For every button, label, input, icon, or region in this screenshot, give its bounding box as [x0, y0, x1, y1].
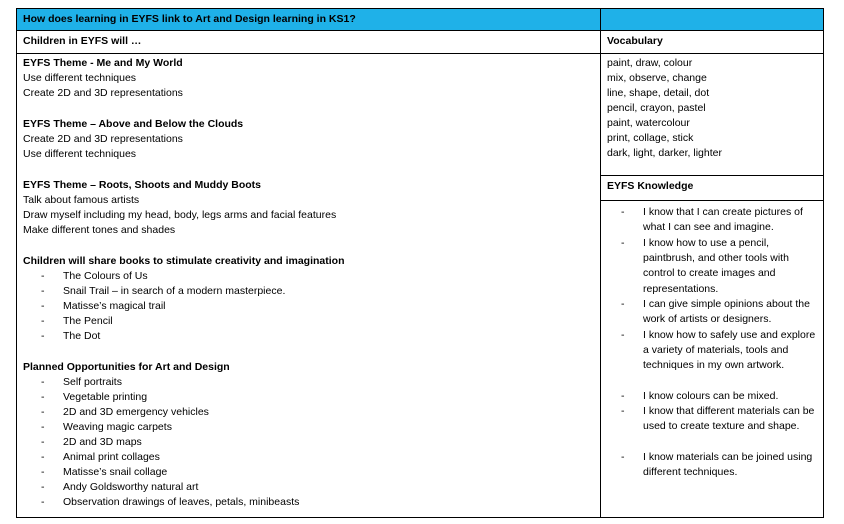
opportunity-item: 2D and 3D emergency vehicles [63, 406, 209, 418]
vocab-heading: Vocabulary [607, 35, 663, 47]
bullet: - [621, 390, 625, 402]
theme2-title: EYFS Theme – Above and Below the Clouds [23, 118, 244, 130]
header-right-cell [600, 8, 824, 31]
theme2-line: Use different techniques [23, 148, 137, 160]
knowledge-item: I can give simple opinions about the work of artists or designers. [643, 298, 810, 326]
opportunity-item: Vegetable printing [63, 391, 148, 403]
knowledge-cell [600, 200, 824, 518]
bullet: - [621, 329, 625, 341]
bullet: - [621, 405, 625, 417]
opportunities-title: Planned Opportunities for Art and Design [23, 361, 230, 373]
theme3-line: Talk about famous artists [23, 194, 140, 206]
vocab-line: paint, draw, colour [607, 57, 693, 69]
bullet: - [41, 315, 45, 327]
bullet: - [41, 421, 45, 433]
bullet: - [41, 376, 45, 388]
theme3-line: Draw myself including my head, body, legs arms and facial features [23, 209, 337, 221]
left-content-cell [16, 53, 601, 518]
theme3-title: EYFS Theme – Roots, Shoots and Muddy Boots [23, 179, 262, 191]
left-heading-cell [16, 30, 601, 54]
knowledge-item: I know colours can be mixed. [643, 390, 779, 402]
vocab-line: dark, light, darker, lighter [607, 147, 722, 159]
knowledge-item: I know materials can be joined using different techniques. [643, 451, 813, 479]
theme1-line: Create 2D and 3D representations [23, 87, 183, 99]
knowledge-item: I know how to use a pencil, paintbrush, and other tools with control to create images and representations. [643, 237, 789, 295]
knowledge-item: I know how to safely use and explore a variety of materials, tools and techniques in my own artwork. [643, 329, 816, 372]
vocab-line: line, shape, detail, dot [607, 87, 710, 99]
opportunity-item: Self portraits [63, 376, 122, 388]
book-item: The Pencil [63, 315, 113, 327]
bullet: - [41, 466, 45, 478]
bullet: - [41, 300, 45, 312]
bullet: - [41, 270, 45, 282]
opportunity-item: Weaving magic carpets [63, 421, 172, 433]
vocab-line: print, collage, stick [607, 132, 694, 144]
vocab-line: paint, watercolour [607, 117, 690, 129]
book-item: The Colours of Us [63, 270, 148, 282]
knowledge-item: I know that I can create pictures of what I can see and imagine. [643, 206, 803, 234]
bullet: - [41, 496, 45, 508]
vocab-line: mix, observe, change [607, 72, 707, 84]
bullet: - [621, 237, 625, 249]
bullet: - [41, 406, 45, 418]
bullet: - [41, 391, 45, 403]
opportunity-item: Observation drawings of leaves, petals, minibeasts [63, 496, 300, 508]
header-title-cell [16, 8, 601, 31]
bullet: - [41, 481, 45, 493]
vocab-cell [600, 53, 824, 176]
vocab-heading-cell [600, 30, 824, 54]
opportunity-item: Andy Goldsworthy natural art [63, 481, 199, 493]
eyfs-art-table [16, 8, 824, 518]
books-title: Children will share books to stimulate creativity and imagination [23, 255, 345, 267]
book-item: The Dot [63, 330, 101, 342]
knowledge-heading: EYFS Knowledge [607, 180, 694, 192]
opportunity-item: Animal print collages [63, 451, 160, 463]
opportunity-item: 2D and 3D maps [63, 436, 142, 448]
theme2-line: Create 2D and 3D representations [23, 133, 183, 145]
opportunity-item: Matisse’s snail collage [63, 466, 168, 478]
book-item: Matisse’s magical trail [63, 300, 166, 312]
bullet: - [621, 206, 625, 218]
theme3-line: Make different tones and shades [23, 224, 176, 236]
header-title: How does learning in EYFS link to Art and Design learning in KS1? [23, 13, 356, 25]
bullet: - [621, 298, 625, 310]
bullet: - [41, 330, 45, 342]
book-item: Snail Trail – in search of a modern masterpiece. [63, 285, 286, 297]
left-heading: Children in EYFS will … [23, 35, 142, 47]
bullet: - [41, 436, 45, 448]
vocab-line: pencil, crayon, pastel [607, 102, 706, 114]
bullet: - [41, 285, 45, 297]
theme1-title: EYFS Theme - Me and My World [23, 57, 183, 69]
knowledge-item: I know that different materials can be used to create texture and shape. [643, 405, 815, 433]
knowledge-heading-cell [600, 175, 824, 201]
bullet: - [41, 451, 45, 463]
theme1-line: Use different techniques [23, 72, 137, 84]
bullet: - [621, 451, 625, 463]
